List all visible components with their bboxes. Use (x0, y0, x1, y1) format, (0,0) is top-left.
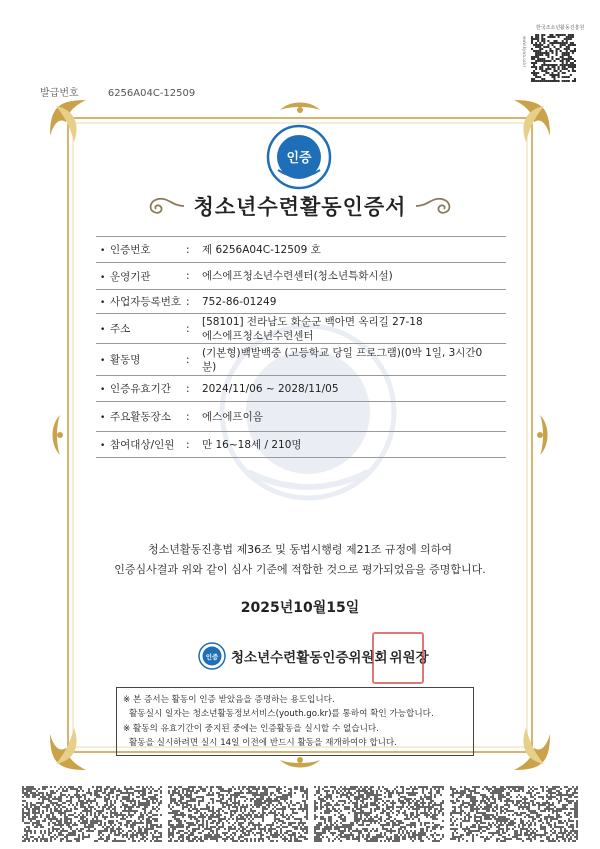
bottom-barcode-3-icon (314, 786, 444, 842)
qr-code-icon (531, 34, 576, 82)
field-value (202, 315, 506, 343)
field-colon: : (186, 438, 190, 451)
logo-text: 인증 (205, 653, 219, 661)
field-colon: : (186, 295, 190, 308)
field-label: • 활동명 (96, 352, 186, 367)
field-colon: : (186, 410, 190, 423)
notice-box (116, 687, 474, 756)
field-value: 만 16~18세 / 210명 (202, 438, 302, 451)
title-block (0, 186, 600, 226)
committee-logo-icon (198, 642, 226, 670)
emblem-center-text: 인증 (286, 151, 312, 166)
field-label: • 인증번호 (96, 242, 186, 257)
verification-qr-top (522, 24, 585, 82)
statement-line-2: 인증심사결과 위와 같이 심사 기준에 적합한 것으로 평가되었음을 증명합니다. (114, 563, 486, 576)
bottom-barcode-1-icon (22, 786, 162, 842)
statement-line-1: 청소년활동진흥법 제36조 및 동법시행령 제21조 규정에 의하여 (148, 543, 452, 556)
field-label: • 참여대상/인원 (96, 437, 186, 452)
notice-line-3: ※ 활동의 유효기간이 중지된 중에는 인증활동을 실시할 수 없습니다. (123, 723, 379, 734)
issue-number-label: 발급번호 (40, 88, 79, 99)
field-row-validity (96, 376, 506, 402)
notice-line-1: ※ 본 증서는 활동이 인증 받았음을 증명하는 용도입니다. (123, 695, 335, 705)
address-line-1: [58101] 전라남도 화순군 백아면 옥리길 27-18 (202, 315, 423, 328)
notice-line-2: 활동실시 일자는 청소년활동정보서비스(youth.go.kr)를 통하여 확인 가능합니다. (129, 709, 434, 720)
field-row-cert-number (96, 237, 506, 263)
field-label: • 운영기관 (96, 269, 186, 284)
field-label: • 사업자등록번호 (96, 294, 186, 309)
field-colon: : (186, 382, 190, 395)
issuer-organization: 청소년수련활동인증위원회 (231, 650, 388, 666)
certificate-fields (96, 236, 506, 458)
issuer-title: 위원장 (389, 650, 429, 666)
bottom-barcode-2-icon (168, 786, 308, 842)
certificate-title: 청소년수련활동인증서 (193, 194, 407, 219)
qr-side-caption: www.kywa.or.kr (522, 36, 527, 68)
field-row-address (96, 314, 506, 344)
field-value: 에스에프이음 (202, 410, 263, 423)
issue-number-value: 6256A04C-12509 (107, 88, 196, 99)
official-seal-stamp (372, 632, 424, 684)
field-row-activity-name (96, 344, 506, 376)
field-row-participants (96, 432, 506, 458)
activity-line-2: 분) (202, 360, 217, 373)
notice-line-4: 활동을 실시하려면 실시 14일 이전에 반드시 활동을 재개하여야 합니다. (129, 738, 397, 749)
bottom-barcode-4-icon (450, 786, 578, 842)
activity-line-1: (기본형)백발백중 (고등학교 당일 프로그램)(0박 1일, 3시간0 (202, 346, 483, 359)
certification-statement (0, 540, 600, 580)
qr-caption: 한국조소년활동진흥원 (536, 25, 585, 31)
field-row-operator (96, 263, 506, 290)
address-line-2: 에스에프청소년수련센터 (202, 329, 314, 342)
field-colon: : (186, 270, 190, 282)
field-value: 752-86-01249 (202, 295, 277, 308)
field-label: • 인증유효기간 (96, 381, 186, 396)
field-colon: : (186, 322, 190, 335)
field-row-location (96, 402, 506, 432)
right-ornament-icon (414, 193, 458, 219)
field-colon: : (186, 243, 190, 256)
field-value: 에스에프청소년수련센터(청소년특화시설) (202, 270, 393, 282)
field-row-business-number (96, 290, 506, 314)
left-ornament-icon (142, 193, 186, 219)
field-value: 제 6256A04C-12509 호 (202, 243, 321, 256)
field-value: 2024/11/06 ~ 2028/11/05 (202, 382, 339, 395)
certification-emblem-icon (266, 124, 332, 190)
field-label: • 주소 (96, 321, 186, 336)
issue-date: 2025년10월15일 (240, 600, 360, 616)
field-label: • 주요활동장소 (96, 409, 186, 424)
field-value (202, 346, 506, 374)
field-colon: : (186, 353, 190, 366)
